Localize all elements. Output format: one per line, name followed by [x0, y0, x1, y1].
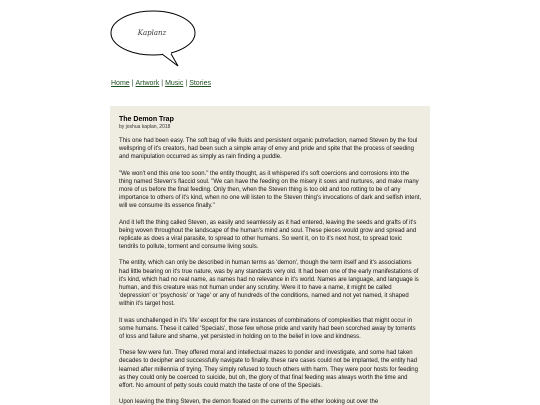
story-paragraph: And it left the thing called Steven, as easily and seamlessly as it had entered, leaving the seeds and grafts of it's being woven throughout the landscape of the human's mind and soul. These pieces would grow and spread and replicate as does a viral parasite, to spread to other humans. So went it, on to it's next host, to spread toxic tendrils to pollute, torment and consume living souls.	[119, 219, 417, 251]
site-logo[interactable]	[108, 8, 198, 68]
logo-text: Kaplanz	[137, 29, 167, 37]
nav-link-home[interactable]: Home	[111, 80, 130, 87]
story-paragraph: It was unchallenged in it's 'life' except for the rare instances of combinations of complexities that might occur in some humans. These it called 'Specials', those few whose pride and vanity had been scorched away by torrents of loss and failure and shame, yet persisted in holding on to the belief in love and kindness.	[119, 317, 416, 341]
story-paragraph: These few were fun. They offered moral and intellectual mazes to ponder and investigate, and some had taken decades to decipher and successfully navigate to finality. these rare cases could not be implanted, the entity had learned after millennia of trying. They simply refused to touch others with harm. They were poor hosts for feeding as they could only be coerced to suicide, but oh, the glory of that final feeding was always worth the time and effort. No amount of petty souls could match the taste of one of the Specials.	[119, 350, 418, 390]
story-byline: by joshua kaplan, 2018	[119, 124, 171, 130]
main-nav	[111, 80, 211, 87]
story-paragraph: The entity, which can only be described in human terms as 'demon', though the term itself and it's associations had little bearing on it's true nature, was by any standards very old. It had been one of the early manifestations of it's kind, which had no real name, as names had no relevance in it's world. Names are language, and language is human, and this creature was not human under any scrutiny. Were it to have a name, it might be called 'depression' or 'psychosis' or 'rage' or any of hundreds of the conditions, named and not yet named, it shaped within it's target host.	[119, 260, 419, 308]
nav-separator: |	[185, 80, 188, 87]
nav-separator: |	[131, 80, 134, 87]
nav-separator: |	[161, 80, 164, 87]
nav-link-music[interactable]: Music	[165, 80, 184, 87]
story-paragraph: This one had been easy. The soft bag of vile fluids and persistent organic putrefaction, named Steven by the foul wellspring of it's creators, had been such a simple array of envy and pride and spite that the process of seeding and manipulation occurred as simply as rain finding a puddle.	[119, 138, 418, 161]
story-paragraph: Upon leaving the thing Steven, the demon floated on the currents of the ether looking out over the	[119, 399, 379, 405]
nav-link-stories[interactable]: Stories	[189, 80, 211, 87]
speech-bubble-icon	[108, 8, 198, 70]
story-panel	[110, 106, 430, 405]
nav-link-artwork[interactable]: Artwork	[135, 80, 160, 87]
story-paragraph: "We won't end this one too soon." the entity thought, as it whispered it's soft coercions and corrosions into the thing named Steven's flaccid soul. "We can have the feeding on the misery it sows and nurtures, and make many more of us before the final feeding. Only then, when the Steven thing is too old and too rotting to be of any importance to others of it's kind, when no one will listen to the Steven thing's invocations of dark and selfish intent, will we consume its essence finally."	[119, 170, 422, 210]
story-title: The Demon Trap	[119, 116, 174, 123]
